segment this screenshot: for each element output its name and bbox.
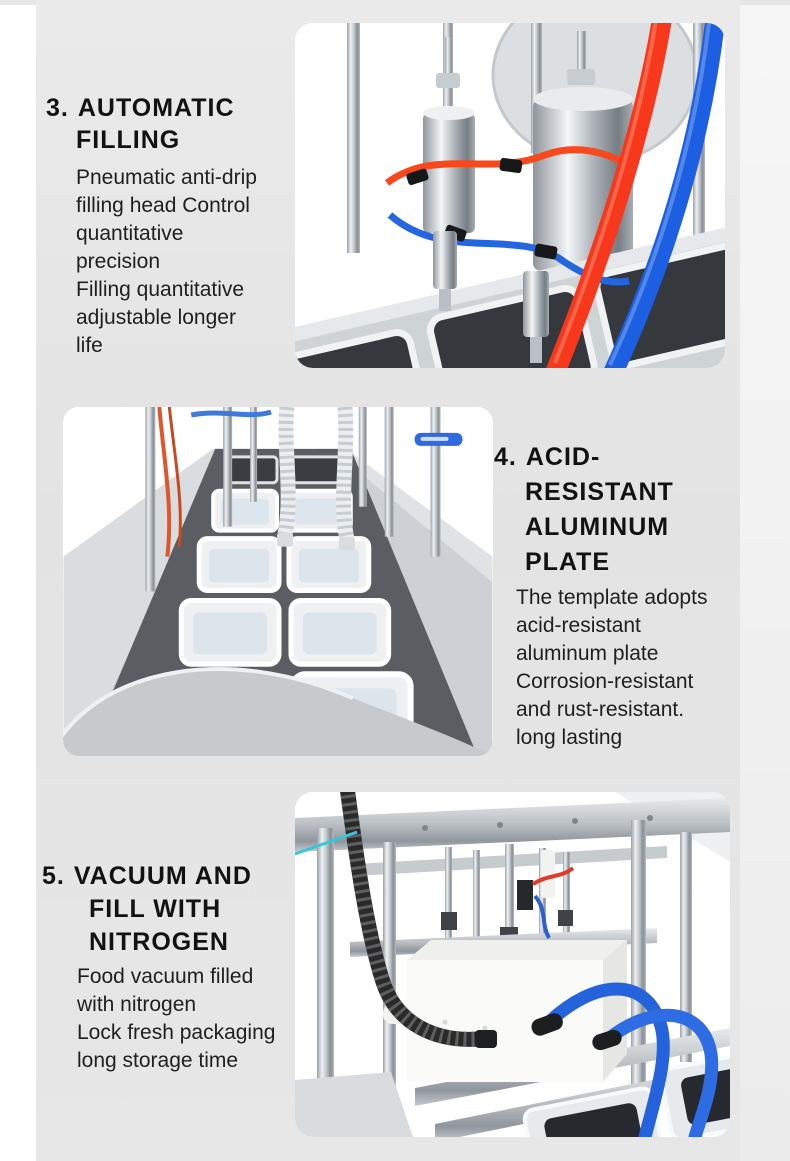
section-description: Food vacuum filled with nitrogen Lock fresh packaging long storage time xyxy=(77,965,276,1072)
piston-cylinder xyxy=(423,113,475,233)
support-rod xyxy=(250,407,257,502)
section-title-line: VACUUM AND xyxy=(73,862,252,890)
section-title-line: ACID- xyxy=(525,443,601,471)
section-title-line: AUTOMATIC xyxy=(77,94,235,122)
section-number: 5. xyxy=(42,862,65,890)
photo-pneumatic-filling-heads xyxy=(295,23,725,368)
section-heading xyxy=(494,440,746,580)
section-heading xyxy=(42,860,304,959)
section-title-line: PLATE xyxy=(525,548,611,576)
support-rod xyxy=(385,407,394,537)
filling-heads-illustration xyxy=(295,23,725,368)
section-title-line: ALUMINUM xyxy=(525,513,670,541)
solenoid-valve xyxy=(517,880,533,910)
section-number: 3. xyxy=(46,94,69,122)
support-rod xyxy=(359,407,367,507)
section-title-line: RESISTANT xyxy=(525,478,674,506)
blue-cable xyxy=(191,412,271,415)
vacuum-station-illustration xyxy=(295,792,730,1137)
vacuum-box xyxy=(407,960,603,1082)
photo-vacuum-nitrogen-station xyxy=(295,792,730,1137)
section-title-line: FILLING xyxy=(76,126,181,154)
tray-conveyor-illustration xyxy=(63,407,493,756)
section-title-line: NITROGEN xyxy=(89,928,229,956)
support-rod xyxy=(431,407,441,557)
section-description: The template adopts acid-resistant aluminum plate Corrosion-resistant and rust-resistant. long lasting xyxy=(516,586,708,749)
filling-nozzle xyxy=(433,231,457,289)
section-heading xyxy=(46,92,300,156)
section-description: Pneumatic anti-drip filling head Control quantitative precision Filling quantitative adjustable longer life xyxy=(76,166,257,357)
section-acid-resistant-plate xyxy=(494,440,746,752)
support-rod xyxy=(145,407,155,591)
support-rod xyxy=(223,407,232,527)
support-rod xyxy=(347,23,360,253)
section-vacuum-nitrogen xyxy=(42,860,304,1075)
section-title-line: FILL WITH xyxy=(89,895,222,923)
section-number: 4. xyxy=(494,443,517,471)
right-margin xyxy=(740,5,790,1161)
photo-aluminum-plate-conveyor xyxy=(63,407,493,756)
section-automatic-filling xyxy=(46,92,300,360)
filling-nozzle xyxy=(523,271,549,337)
